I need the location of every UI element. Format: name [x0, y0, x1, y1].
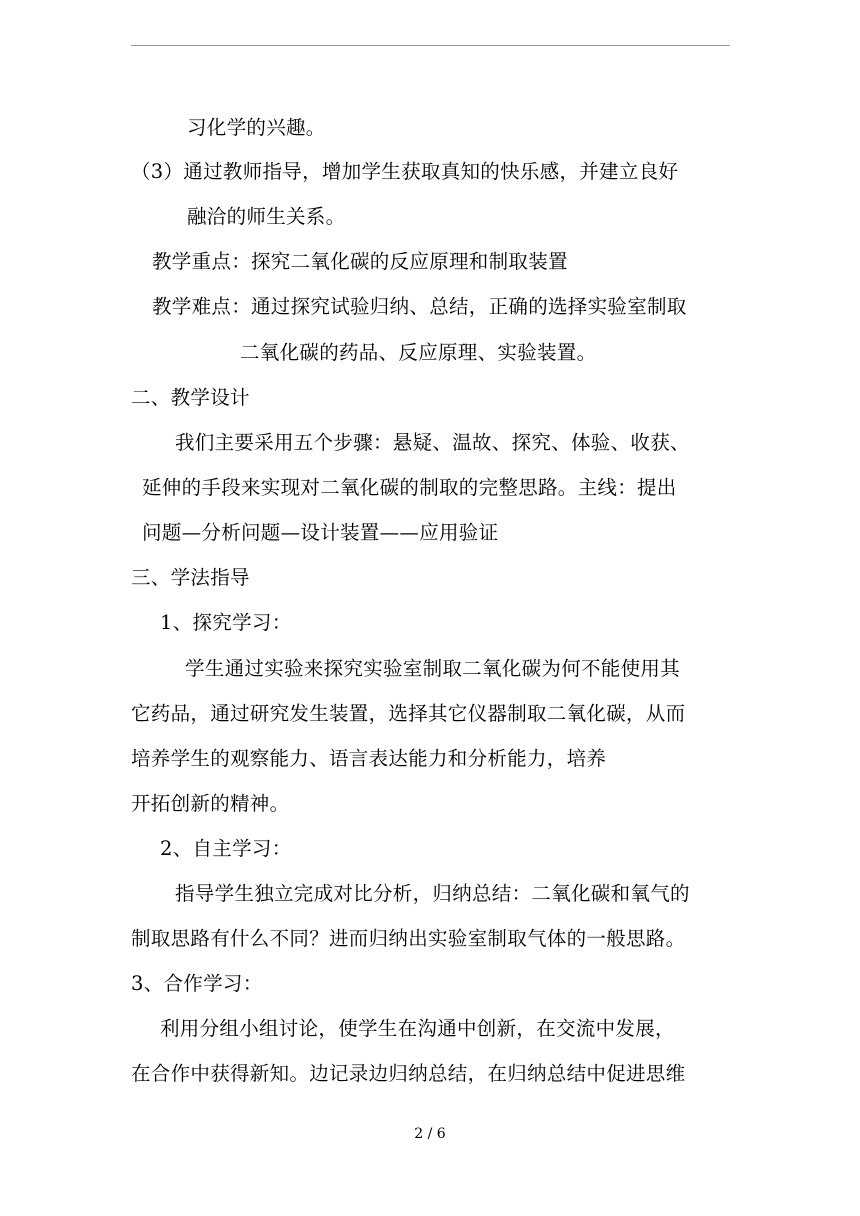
- subsection-heading: 2、自主学习：: [160, 837, 292, 860]
- text-line: 延伸的手段来实现对二氧化碳的制取的完整思路。主线：提出: [142, 476, 677, 499]
- text-line: 培养学生的观察能力、语言表达能力和分析能力，培养: [131, 747, 607, 770]
- section-heading: 二、教学设计: [131, 386, 250, 409]
- text-line: 它药品，通过研究发生装置，选择其它仪器制取二氧化碳，从而: [131, 702, 686, 725]
- section-heading: 三、学法指导: [131, 566, 250, 589]
- text-line: （3）通过教师指导，增加学生获取真知的快乐感，并建立良好: [131, 160, 679, 183]
- text-line: 习化学的兴趣。: [187, 116, 326, 139]
- header-rule: [131, 45, 730, 46]
- text-line: 在合作中获得新知。边记录边归纳总结，在归纳总结中促进思维: [131, 1062, 686, 1085]
- subsection-heading: 1、探究学习：: [160, 611, 292, 634]
- text-line: 指导学生独立完成对比分析，归纳总结：二氧化碳和氧气的: [175, 882, 690, 905]
- text-line: 问题—分析问题—设计装置——应用验证: [142, 521, 499, 544]
- text-line: 制取思路有什么不同？进而归纳出实验室制取气体的一般思路。: [131, 927, 686, 950]
- text-line: 融洽的师生关系。: [187, 205, 346, 228]
- text-line: 教学重点：探究二氧化碳的反应原理和制取装置: [152, 250, 568, 273]
- text-line: 二氧化碳的药品、反应原理、实验装置。: [240, 341, 597, 364]
- page-number: 2 / 6: [414, 1126, 446, 1142]
- text-line: 我们主要采用五个步骤：悬疑、温故、探究、体验、收获、: [175, 431, 690, 454]
- text-line: 教学难点：通过探究试验归纳、总结，正确的选择实验室制取: [152, 295, 687, 318]
- text-line: 学生通过实验来探究实验室制取二氧化碳为何不能使用其: [185, 657, 681, 680]
- subsection-heading: 3、合作学习：: [131, 972, 263, 995]
- text-line: 利用分组小组讨论，使学生在沟通中创新，在交流中发展，: [160, 1017, 675, 1040]
- text-line: 开拓创新的精神。: [131, 792, 290, 815]
